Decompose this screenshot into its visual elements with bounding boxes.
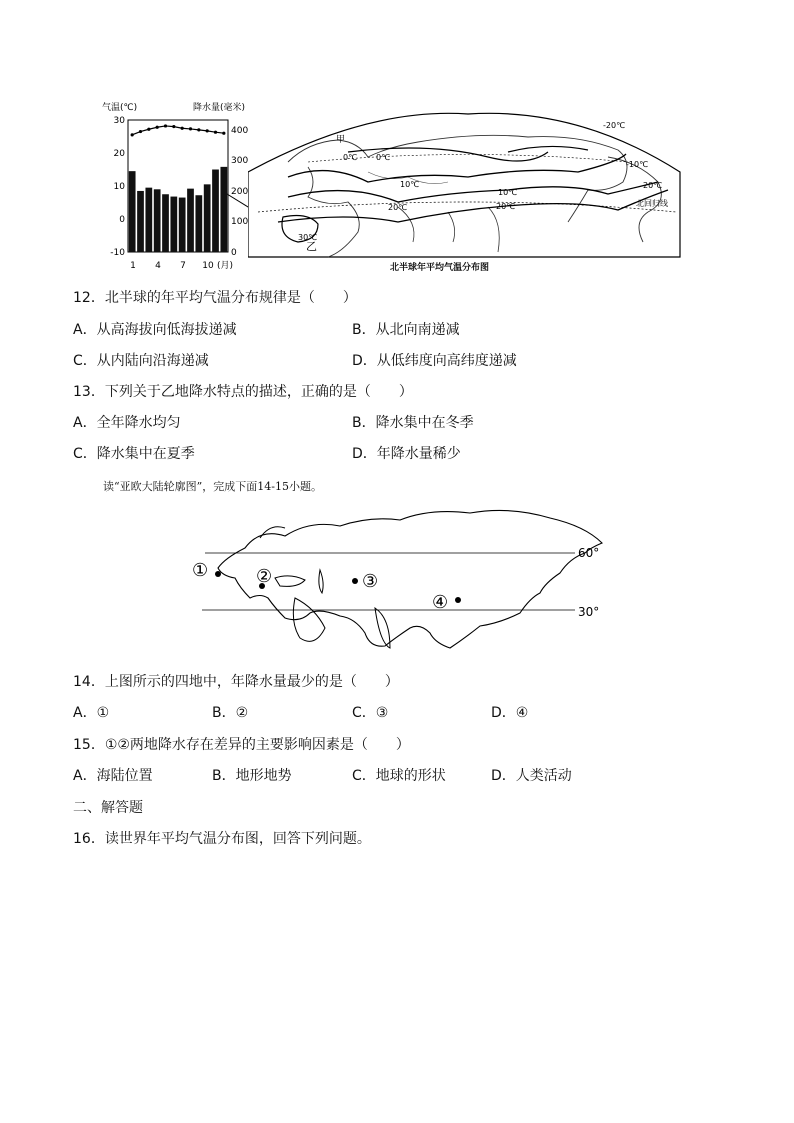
temp-point-7 [181,127,184,130]
q14-option-d[interactable]: D．④ [491,705,529,721]
x-tick-4: 4 [155,261,161,271]
temp-point-5 [164,124,167,127]
point-4-dot [455,597,461,603]
q15-option-b[interactable]: B．地形地势 [212,768,292,784]
lat-60-label: 60° [578,546,600,560]
left-axis-label: 气温(℃) [102,103,138,113]
map-label-m10: -10℃ [626,160,649,169]
map-label-20c: 20℃ [643,181,663,190]
q13-option-d[interactable]: D．年降水量稀少 [352,446,461,462]
q15-option-a[interactable]: A．海陆位置 [73,768,153,784]
q14-option-a[interactable]: A．① [73,705,110,721]
precip-bar-8 [187,189,194,252]
precip-bar-5 [162,194,169,252]
temp-point-1 [131,133,134,136]
temp-point-2 [139,130,142,133]
precip-bar-2 [137,191,144,252]
point-4-label: ④ [432,592,449,613]
q12-option-a[interactable]: A．从高海拔向低海拔递减 [73,322,237,338]
map-label-20: 20℃ [388,203,408,212]
q16-stem: 16．读世界年平均气温分布图，回答下列问题。 [73,831,371,847]
temp-point-11 [214,131,217,134]
point-1-label: ① [192,560,209,581]
map-label-10: 10℃ [400,180,420,189]
scandinavia [260,527,285,538]
q15-option-d[interactable]: D．人类活动 [491,768,572,784]
map-label-0: 0℃ [376,153,391,162]
q12-stem: 12．北半球的年平均气温分布规律是（ ） [73,290,357,306]
map-label-30: 30℃ [298,233,318,242]
precip-bar-7 [179,198,186,252]
map-label-jia: 甲 [336,135,346,145]
point-2-label: ② [256,566,273,587]
left-tick-10: 10 [113,182,125,192]
q14-15-intro: 读“亚欧大陆轮廓图”，完成下面14-15小题。 [103,480,322,493]
point-3-dot [352,578,358,584]
map-label-20b: 20℃ [496,202,516,211]
q15-stem: 15．①②两地降水存在差异的主要影响因素是（ ） [73,737,410,753]
precip-bar-6 [170,197,177,252]
temperature-line [132,126,224,135]
left-tick-20: 20 [113,149,125,159]
precip-bar-9 [195,195,202,252]
precip-bar-11 [212,170,219,253]
map-label-m20: -20℃ [603,121,626,130]
precip-bar-4 [154,189,161,252]
india [375,608,390,648]
temp-point-6 [172,125,175,128]
map-label-0b: 0℃ [343,153,358,162]
section-title: 二、解答题 [73,800,143,816]
left-tick-m10: -10 [110,248,125,258]
precip-bar-10 [204,184,211,252]
x-tick-10: 10 [202,261,214,271]
q14-option-c[interactable]: C．③ [352,705,389,721]
x-tick-1: 1 [130,261,136,271]
q15-option-c[interactable]: C．地球的形状 [352,768,446,784]
map-label-10b: 10℃ [498,188,518,197]
precip-bar-1 [129,171,136,252]
temp-point-4 [156,126,159,129]
q14-option-b[interactable]: B．② [212,705,249,721]
q14-stem: 14．上图所示的四地中，年降水量最少的是（ ） [73,674,399,690]
map-label-yi: 乙 [306,240,317,253]
x-unit: (月) [217,261,234,271]
right-axis-label: 降水量(毫米) [193,103,246,113]
lat-30-label: 30° [578,605,600,619]
eurasia-map [190,498,610,668]
q12-option-d[interactable]: D．从低纬度向高纬度递减 [352,353,517,369]
q13-option-b[interactable]: B．降水集中在冬季 [352,415,474,431]
temp-point-9 [197,128,200,131]
q12-option-c[interactable]: C．从内陆向沿海递减 [73,353,209,369]
right-tick-0: 0 [231,248,237,258]
temp-point-12 [222,132,225,135]
climate-chart [100,98,260,278]
left-tick-30: 30 [113,116,125,126]
map-label-tropic: 北回归线 [636,199,668,208]
caspian-sea [319,570,323,593]
point-3-label: ③ [362,571,379,592]
point-1-dot [215,571,221,577]
left-tick-0: 0 [119,215,125,225]
q13-option-a[interactable]: A．全年降水均匀 [73,415,181,431]
black-sea [275,576,305,586]
q13-option-c[interactable]: C．降水集中在夏季 [73,446,195,462]
nh-temperature-map [248,112,688,260]
temp-point-3 [147,128,150,131]
q12-option-b[interactable]: B．从北向南递减 [352,322,460,338]
right-tick-200: 200 [231,187,249,197]
x-tick-7: 7 [180,261,186,271]
precip-bar-3 [145,188,152,252]
map-caption: 北半球年平均气温分布图 [390,263,490,273]
temp-point-8 [189,127,192,130]
q13-stem: 13．下列关于乙地降水特点的描述，正确的是（ ） [73,384,413,400]
right-tick-400: 400 [231,126,249,136]
right-tick-300: 300 [231,156,249,166]
right-tick-100: 100 [231,217,249,227]
temp-point-10 [206,129,209,132]
